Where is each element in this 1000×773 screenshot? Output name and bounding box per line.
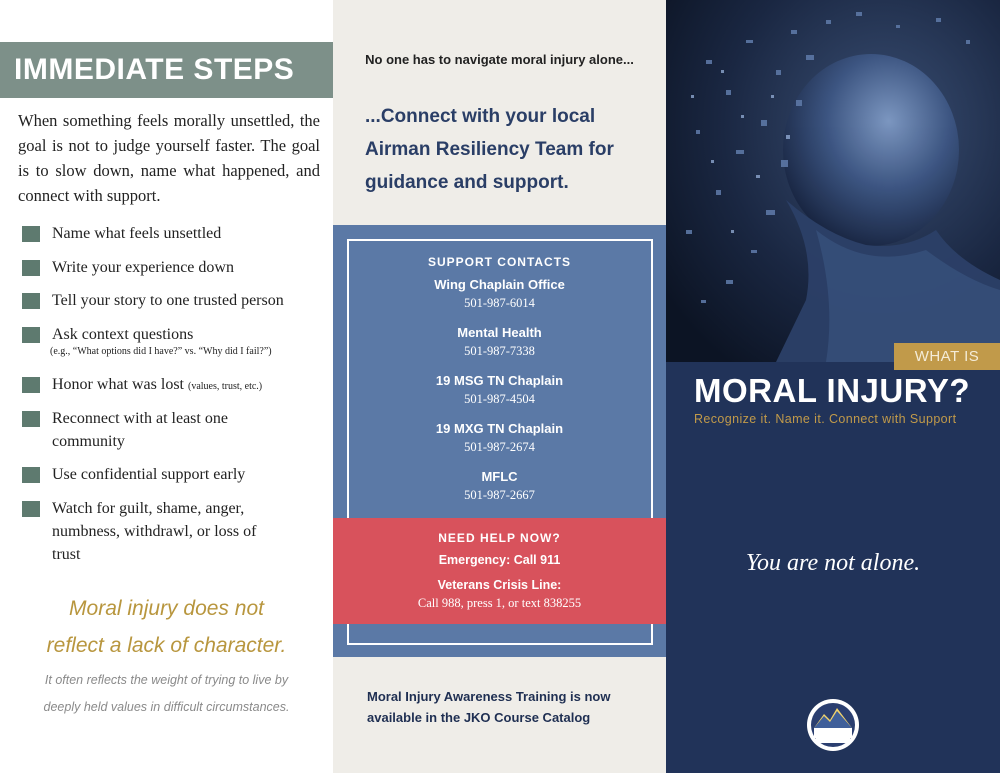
contact-phone[interactable]: 501-987-4504 [464, 392, 535, 406]
steps-title: IMMEDIATE STEPS [14, 53, 295, 86]
training-note: Moral Injury Awareness Training is now available in the JKO Course Catalog [367, 689, 611, 725]
step-label: Use confidential support early [52, 466, 246, 483]
contact-item [333, 276, 666, 312]
contact-item [333, 324, 666, 360]
cover-panel [666, 0, 1000, 773]
steps-intro: When something feels morally unsettled, the goal is not to judge yourself faster. The goal is to slow down, name what happened, and connect with support. [18, 111, 320, 205]
square-bullet-icon [22, 467, 40, 483]
veterans-crisis-line-detail[interactable]: Call 988, press 1, or text 838255 [417, 596, 582, 610]
step-label: Watch for guilt, shame, anger, numbness, withdrawl, or loss of trust [52, 500, 257, 563]
step-note: (e.g., “What options did I have?” vs. “Why did I fail?”) [50, 346, 272, 357]
need-help-box [333, 518, 666, 624]
callout-line-2: reflect a lack of character. [46, 634, 287, 657]
contact-name: 19 MSG TN Chaplain [435, 373, 564, 388]
fragmenting-head-image [666, 0, 1000, 362]
contact-phone[interactable]: 501-987-2667 [464, 488, 535, 502]
character-callout [0, 590, 333, 664]
contact-item [333, 372, 666, 408]
contact-item [333, 420, 666, 456]
contacts-heading: SUPPORT CONTACTS [427, 255, 572, 269]
square-bullet-icon [22, 327, 40, 343]
step-label: Ask context questions [52, 326, 194, 343]
emergency-line[interactable]: Emergency: Call 911 [438, 553, 561, 567]
not-alone-message: You are not alone. [745, 550, 921, 576]
cover-subtitle: Recognize it. Name it. Connect with Support [694, 412, 957, 426]
contact-phone[interactable]: 501-987-2674 [464, 440, 535, 454]
rock-chapel-logo [806, 698, 860, 752]
tagline: No one has to navigate moral injury alone... [365, 52, 634, 67]
square-bullet-icon [22, 377, 40, 393]
square-bullet-icon [22, 501, 40, 517]
contact-name: Mental Health [457, 325, 542, 340]
step-label: Write your experience down [52, 259, 234, 276]
what-is-label: WHAT IS [894, 343, 1000, 370]
cover-title: MORAL INJURY? [694, 372, 971, 409]
support-panel [333, 0, 666, 773]
square-bullet-icon [22, 226, 40, 242]
contact-phone[interactable]: 501-987-7338 [464, 344, 535, 358]
help-title: NEED HELP NOW? [438, 531, 561, 545]
immediate-steps-panel [0, 0, 333, 773]
contact-name: MFLC [481, 469, 518, 484]
veterans-crisis-line-label: Veterans Crisis Line: [437, 578, 562, 592]
step-label: Name what feels unsettled [52, 225, 222, 242]
steps-title-banner [0, 42, 333, 98]
square-bullet-icon [22, 411, 40, 427]
contact-name: 19 MXG TN Chaplain [435, 421, 564, 436]
contact-item [333, 468, 666, 504]
square-bullet-icon [22, 293, 40, 309]
step-label: Reconnect with at least one community [52, 410, 228, 450]
step-note: (values, trust, etc.) [187, 381, 263, 392]
sub-callout: It often reflects the weight of trying to live by deeply held values in difficult circumstances. [43, 673, 290, 714]
square-bullet-icon [22, 260, 40, 276]
contact-name: Wing Chaplain Office [434, 277, 565, 292]
callout-line-1: Moral injury does not [69, 597, 264, 620]
contact-phone[interactable]: 501-987-6014 [464, 296, 535, 310]
step-label: Honor what was lost [52, 376, 188, 393]
step-label: Tell your story to one trusted person [52, 292, 284, 309]
connect-message: ...Connect with your local Airman Resiliency Team for guidance and support. [365, 106, 614, 193]
